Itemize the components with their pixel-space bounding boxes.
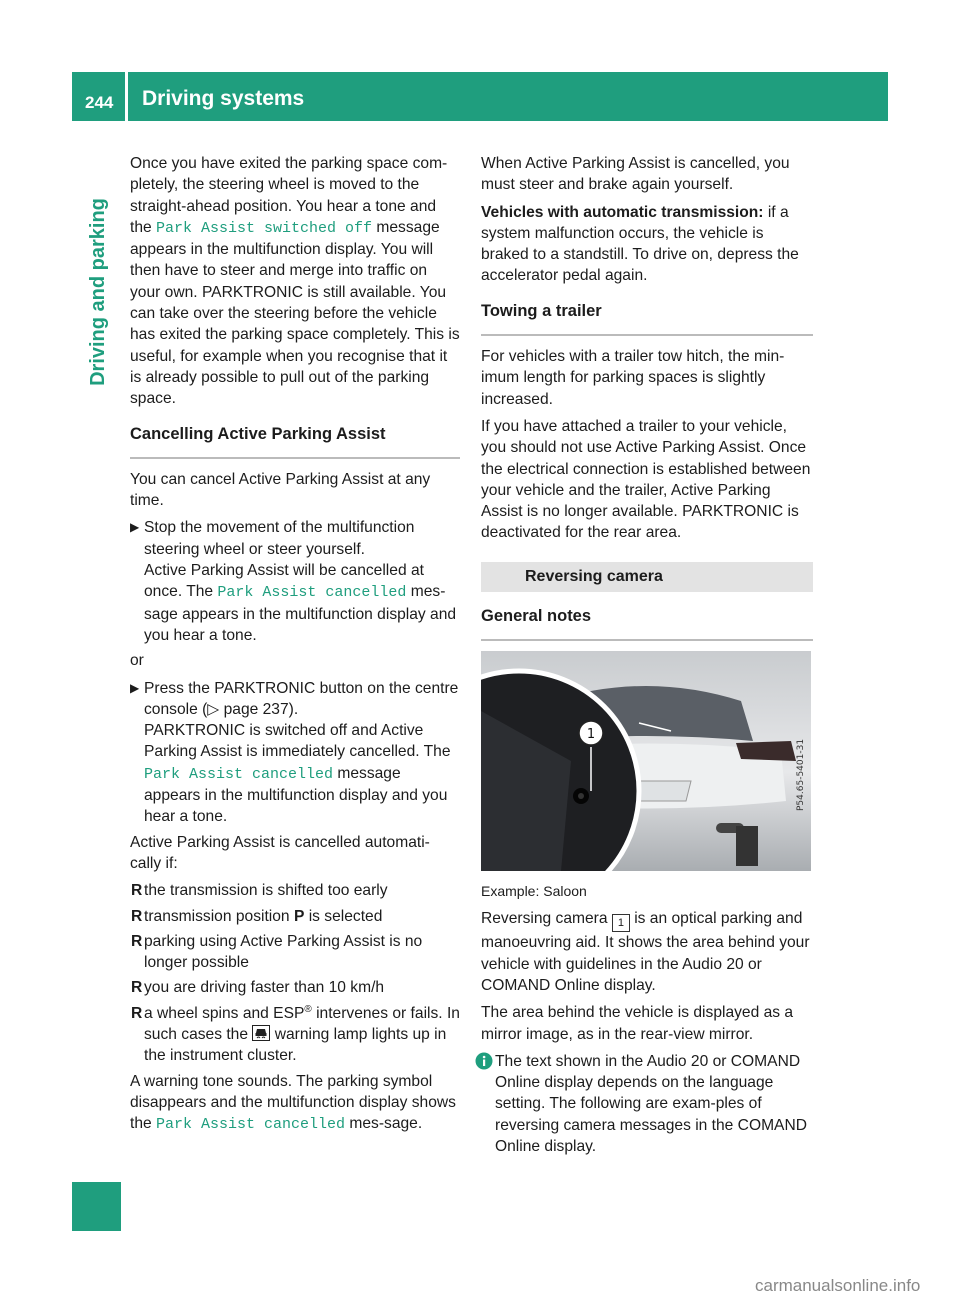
list-item: R you are driving faster than 10 km/h <box>130 977 460 998</box>
left-column <box>130 153 460 1141</box>
list-item: R parking using Active Parking Assist is no longer possible <box>131 932 423 972</box>
bullet-icon: R <box>131 882 143 900</box>
info-note: The text shown in the Audio 20 or COMAND Online display depends on the language setting. The following are exam-ples of reversing camera messages in the COMAND Online display. <box>481 1051 813 1157</box>
watermark: carmanualsonline.info <box>755 1276 921 1295</box>
instruction-step: ▶ Stop the movement of the multifunction steering wheel or steer yourself. Active Parking Assist will be cancelled at once. The Park Assist cancelled mes-sage appears in the multifunction display and you hear a tone. <box>130 519 457 644</box>
paragraph: Once you have exited the parking space com-pletely, the steering wheel is moved to the straight-ahead position. You hear a tone and the Park Assist switched off message appears in the multifunction display. You will then have to steer and merge into traffic on your own. PARKTRONIC is still available. You can take over the steering before the vehicle has exited the parking space completely. This is useful, for example when you recognise that it is already possible to pull out of the parking space. <box>130 155 460 408</box>
right-column <box>481 153 813 1157</box>
info-icon <box>475 1052 493 1070</box>
bullet-icon: R <box>131 907 143 925</box>
heading-general-notes: General notes <box>481 606 813 641</box>
paragraph: Vehicles with automatic transmission: if a system malfunction occurs, the vehicle is braked to a standstill. To drive on, depress the accelerator pedal again. <box>481 203 799 285</box>
display-message: Park Assist cancelled <box>144 765 334 783</box>
arrow-icon: ▶ <box>130 520 140 535</box>
bullet-icon: R <box>131 932 143 950</box>
paragraph: When Active Parking Assist is cancelled, you must steer and brake again yourself. <box>481 155 790 194</box>
or-text: or <box>130 652 144 670</box>
paragraph: You can cancel Active Parking Assist at any time. <box>130 470 431 510</box>
heading-cancelling: Cancelling Active Parking Assist <box>130 424 460 459</box>
image-caption: Example: Saloon <box>481 883 587 900</box>
header-divider <box>125 72 128 121</box>
section-title: Driving systems <box>142 87 305 110</box>
side-tab <box>72 121 121 1231</box>
page-number: 244 <box>85 93 114 112</box>
page-reference[interactable]: page 237 <box>223 700 289 718</box>
bullet-icon: R <box>131 1004 143 1022</box>
instruction-step: ▶ Press the PARKTRONIC button on the centre console (▷ page 237). PARKTRONIC is switched off and Active Parking Assist is immediately cancelled. The Park Assist cancelled message appears in the multifunction display and you hear a tone. <box>130 679 459 826</box>
arrow-icon: ▶ <box>130 680 140 695</box>
callout-number: 1 <box>612 914 630 932</box>
paragraph: The area behind the vehicle is displayed as a mirror image, as in the rear-view mirror. <box>481 1004 794 1043</box>
display-message: Park Assist cancelled <box>156 1116 346 1134</box>
section-bar: Reversing camera <box>481 562 813 592</box>
photo-code: P54.65-5401-31 <box>796 739 806 812</box>
paragraph: For vehicles with a trailer tow hitch, the min-imum length for parking spaces is slightly increased. <box>481 348 785 408</box>
list-item: R the transmission is shifted too early <box>130 880 460 901</box>
paragraph: If you have attached a trailer to your vehicle, you should not use Active Parking Assist. Once the electrical connection is established between your vehicle and the trailer, Active Parking Assist is no longer available. PARKTRONIC is deactivated for the rear area. <box>481 417 811 542</box>
display-message: Park Assist cancelled <box>217 584 407 602</box>
page-header <box>72 72 888 121</box>
list-item: R transmission position P is selected <box>130 906 460 927</box>
esp-warning-icon <box>252 1025 270 1041</box>
callout-label: 1 <box>586 727 596 743</box>
bullet-icon: R <box>131 979 143 997</box>
page-ref-icon: ▷ <box>207 700 224 718</box>
paragraph: Reversing camera 1 is an optical parking and manoeuvring aid. It shows the area behind your vehicle with guidelines in the Audio 20 or COMAND Online display. <box>481 910 810 994</box>
reversing-camera-photo <box>481 651 811 871</box>
heading-towing: Towing a trailer <box>481 301 813 336</box>
side-tab-square <box>72 1182 121 1231</box>
side-tab-label: Driving and parking <box>87 198 109 386</box>
paragraph: A warning tone sounds. The parking symbol disappears and the multifunction display shows the Park Assist cancelled mes-sage. <box>130 1072 456 1134</box>
list-item: R a wheel spins and ESP® intervenes or fails. In such cases the warning lamp lights up in the instrument cluster. <box>131 1003 460 1065</box>
paragraph: Active Parking Assist is cancelled automati-cally if: <box>130 833 430 872</box>
display-message: Park Assist switched off <box>156 219 373 237</box>
